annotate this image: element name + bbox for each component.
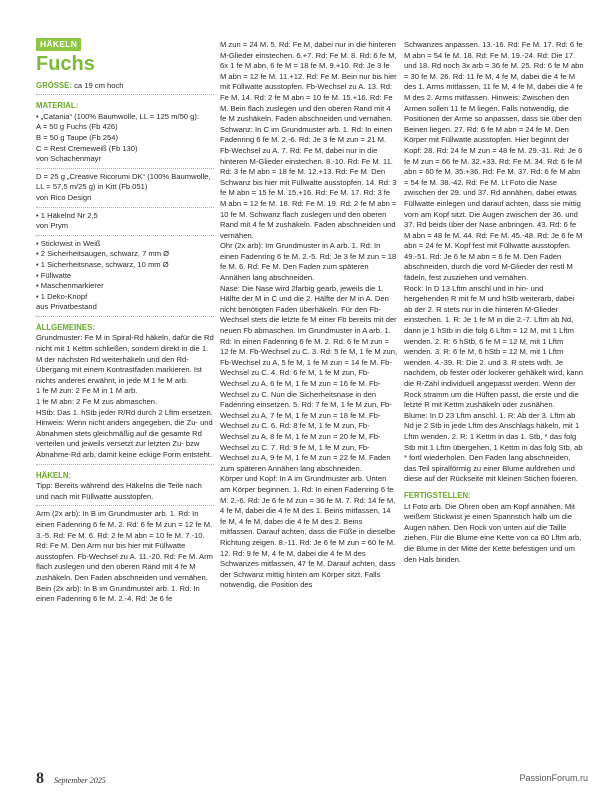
general-heading: ALLGEMEINES: <box>36 322 95 332</box>
divider <box>36 94 214 95</box>
material-b: B = 50 g Taupe (Fb 254) <box>36 132 118 142</box>
divider <box>36 464 214 465</box>
crochet-arm: Arm (2x arb): In B im Grundmuster arb. 1. Rd: In einen Fadenring 6 fe M. 2. Rd: 6 fe M zun = 12 fe M. 3.-5. Rd: Fe M. 6. Rd: 2 fe M abn = 10 fe M. 7.-10. Rd: Fe M. Den Arm nur bis hier mit Füllwatte ausstopfen. Fb-Wechsel zu A. 11.-20. Rd: Fe M. Arm flach zuslegen und den oberen Rand mit 4 fe M zushäkeln. Den Faden abschneiden und vernähen. <box>36 509 213 582</box>
material-from1: von Schachenmayr <box>36 154 102 164</box>
crochet-heading: HÄKELN: <box>36 470 72 480</box>
material-from2: von Rico Design <box>36 192 92 202</box>
ear-instructions: Ohr (2x arb): Im Grundmuster in A arb. 1. Rd: In einen Fadenring 6 fe M. 2.-5. Rd: Je 3 fe M zun = 18 fe M. 6. Rd: Fe M. Den Faden zum späteren Annähen lang abschneiden. <box>220 241 397 283</box>
page-title: Fuchs <box>36 52 95 75</box>
material-hook: • 1 Häkelnd Nr 2,5 <box>36 210 98 220</box>
size-line: GRÖSSE: ca 19 cm hoch <box>36 80 124 90</box>
divider <box>36 316 214 317</box>
tail-instructions: Schwanz: In C im Grundmuster arb. 1. Rd: In einen Fadenring 6 fe M. 2.-6. Rd: Je 3 fe M zun = 21 M. Fb-Wechsel zu A. 7. Rd: Fe M, dabei nur in die hinteren M-Glieder einstechen. 8.-10. Rd: Fe M. 11. Rd: 3 fe M abn = 18 fe M. 12.+13. Rd: Fe M. Den Schwanz bis hier mit Füllwatte ausstopfen. 14. Rd: 3 fe M abn = 15 fe M. 15.+16. Rd: Fe M. 17. Rd: 3 fe M abn = 12 fe M. 18. Rd: Fe M. 19. Rd: 2 fe M abn = 10 fe M. Schwanz flach zuslegen und den oberen Rand mit 4 fe M zushäkeln. Faden abschneiden und vernähen. <box>220 124 397 240</box>
watermark: PassionForum.ru <box>519 773 588 783</box>
material-yarn2: D = 25 g „Creative Ricorumi DK“ (100% Baumwolle, LL = 57,5 m/25 g) in Kitt (Fb 051) <box>36 171 211 192</box>
divider <box>36 235 214 236</box>
material-heading: MATERIAL: <box>36 101 79 111</box>
divider <box>36 207 214 208</box>
material-item: • Füllwatte <box>36 270 72 280</box>
page-number: 8 <box>36 770 44 787</box>
material-from4: aus Privatbestand <box>36 302 97 312</box>
nose-instructions: Nase: Die Nase wird 2farbig gearb, jeweils die 1. Hälfte der M in C und die 2. Hälfte der M in A. Den nicht benötigten Faden überhäkeln. Für den Fb-Wechsel stets die letzte fe M einer Fb bereits mit der neuen Fb abmaschen. Im Grundmuster in A arb. 1. Rd: In einen Fadenring 6 fe M. 2. Rd: 6 fe M zun = 12 fe M. Fb-Wechsel zu C. 3. Rd: 5 fe M, 1 fe M zun, Fb-Wechsel zu A, 5 fe M, 1 fe M zun = 14 fe M. Fb-Wechsel zu C. 4. Rd: 6 fe M, 1 fe M zun, Fb-Wechsel zu A, 6 fe M, 1 fe M zun = 16 fe M. Fb-Wechsel zu C. Nun die Sicherheitsnase in den Fadenring einsetzen. 5. Rd: 7 fe M, 1 fe M zun, Fb-Wechsel zu A, 7 fe M, 1 fe M zun = 18 fe M. Fb-Wechsel zu C. 6. Rd: 8 fe M, 1 fe M zun, Fb-Wechsel zu A, 8 fe M, 1 fe M zun = 20 fe M, Fb-Wechsel zu C. 7. Rd: 9 fe M, 1 fe M zun, Fb-Wechsel zu A, 9 fe M, 1 fe M zun = 22 fe M. Faden zum späteren Annähen lang abschneiden. <box>220 283 398 473</box>
issue-date: September 2025 <box>54 776 106 785</box>
crochet-bein: Bein (2x arb): In B im Grundmuster arb. 1. Rd: In einen Fadenring 6 fe M. 2.-4. Rd: Je 6 fe <box>36 583 200 604</box>
divider <box>36 505 214 506</box>
finishing-heading: FERTIGSTELLEN: <box>404 490 471 500</box>
divider <box>36 168 214 169</box>
material-item: • Stickrwist in Weiß <box>36 238 101 248</box>
general-grund: Grundmuster: Fe M in Spiral-Rd häkeln, dafür die Rd nicht mit 1 Kettm schließen, sondern direkt in die 1. M der nächsten Rd weiterhäkeln und den Rd-Übergang mit einem Kontrastfaden markieren. Ist nichts anderes erwähnt, in jede M 1 fe M arb. <box>36 333 214 385</box>
material-from3: von Prym <box>36 221 69 231</box>
material-c: C = Rest Cremeweiß (Fb 130) <box>36 143 138 153</box>
body-continued: Schwanzes anpassen. 13.-16. Rd: Fe M. 17. Rd: 6 fe M abn = 54 fe M. 18. Rd: Fe M. 19.-24. Rd: Die 17. und 18. Rd noch 3x arb = 36 fe M. 25. Rd: 6 fe M abn = 30 fe M. 26. Rd: 11 fe M, 4 fe M, dabei die 4 fe M des 1. Arms mitfassen, 11 fe M, 4 fe M, dabei die 4 fe M des 2. Arms mitfassen. Hinweis: Zwischen den Armen sollen 11 fe M liegen. Falls notwendig, die Positionen der Arme so anpassen, dass sie über den Beinen liegen. 27. Rd: 6 fe M abn = 24 fe M. Den Körper mit Füllwatte ausstopfen. Hier beginnt der Kopf: 28. Rd: 24 fe M zun = 48 fe M. 29.-31. Rd: Je 6 fe M zun = 66 fe M. 32.+33. Rd: Fe M. 34. Rd: 6 fe M abn = 60 fe M. 35.+36. Rd: Fe M. 37. Rd: 6 fe M abn = 54 fe M. 38.-42. Rd: Fe M. Lt Foto die Nase zwischen der 29. und 37. Rd annähen, dabei etwas Füllwatte einlegen und darauf achten, dass sie mittig vorn am Kopf sitzt. Die Augen zwischen der 36. und 37. Rd beids über der Nase anbringen. 43. Rd: 6 fe M abn = 48 fe M. 44. Rd: Fe M. 45.-48. Rd: Je 6 fe M abn = 24 fe M. Kopf fest mit Füllwatte ausstopfen. 49.-51. Rd: Je 6 fe M abn = 6 fe M. Den Faden abschneiden, durch die vord M-Glieder der restl M fädeln, fest zusziehen und vernähen. <box>404 40 584 283</box>
column-3 <box>404 40 584 565</box>
column-2 <box>220 40 398 591</box>
material-yarn1: • „Catania“ (100% Baumwolle, LL = 125 m/50 g): <box>36 111 199 121</box>
material-item: • 2 Sicherheitsaugen, schwarz, 7 mm Ø <box>36 249 170 259</box>
general-abn: 1 fe M abn: 2 Fe M zus abmaschen. <box>36 397 158 407</box>
material-item: • 1 Sicherheitsnase, schwarz, 10 mm Ø <box>36 259 169 269</box>
general-hinweis: Hinweis: Wenn nicht anders angegeben, die Zu- und Abnahmen stets gleichmäßig auf die gesamte Rd verteilen und jeweils versetzt zur letzten Zu- bzw Abnahme-Rd arb, damit keine eckige Form entsteht. <box>36 418 213 459</box>
body-head-instructions: Körper und Kopf: In A im Grundmuster arb. Unten am Körper beginnen. 1. Rd: In einen Fadenring 6 fe M. 2.-6. Rd: Je 6 fe M zun = 36 fe M. 7. Rd: 14 fe M, 4 fe M, dabei die 4 fe M des 1. Beins mitfassen, 14 fe M, 4 fe M, dabei die 4 fe M des 2. Beins mitfassen. Darauf achten, dass die Füße in dieselbe Richtung zeigen. 8.-11. Rd: Je 6 fe M zun = 60 fe M. 12. Rd: 9 fe M, 4 fe M, dabei die 4 fe M des Schwanzes mitfassen, 47 fe M. Darauf achten, dass der Schwanz mittig hinten am Körper sitzt. Falls notwendig, die Position des <box>220 474 396 590</box>
finishing-instructions: Lt Foto arb. Die Ohren oben am Kopf annähen. Mit weißem Stickwist je einen Spannstich halb um die Augen nähen. Den Rock von unten auf die Taille ziehen. Für die Blume eine Kette von ca 80 Lftm arb, die Blume in der Mitte der Kette befestigen und um den Hals binden. <box>404 501 582 564</box>
general-zun: 1 fe M zun: 2 Fe M in 1 M arb. <box>36 386 138 396</box>
flower-instructions: Blume: In D 23 Lftm anschl. 1. R: Ab der 3. Lftm ab Nd je 2 Stb in jede Lftm des Anschlags häkeln, mit 1 Lftm wenden. 2. R: 1 Kettm in das 1. Stb, * das folg Stb mit 1 Lftm übergehen, 1 Kettm in das folg Stb, ab * fortl wiederholen. Den Faden lang abschneiden, das Teil spiralförmig zu einer Blume aufdrehen und diese auf der Rückseite mit kleinen Stichen fixieren. <box>404 410 583 484</box>
material-a: A = 50 g Fuchs (Fb 426) <box>36 122 118 132</box>
material-item: • Maschenmarkierer <box>36 281 104 291</box>
material-item: • 1 Deko-Knopf <box>36 291 88 301</box>
skirt-instructions: Rock: In D 13 Lftm anschl und in hin- und hergehenden R mit fe M und hStb weiterarb, dabei ab der 2. R stets nur in die hinteren M-Glieder einstechen. 1. R: Je 1 fe M in die 2.-7. Lftm ab Nd, dann je 1 hStb in die folg 6 Lftm = 12 M, mit 1 Lftm wenden. 2. R: 6 hStb, 6 fe M = 12 M, mit 1 Lftm wenden. 3. R: 6 fe M, 6 hStb = 12 M, mit 1 Lftm wenden. 4.-39. R: Die 2. und 3. R stets wdh. Je nachdem, ob fester oder lockerer gehäkelt wird, kann die R-Zahl individuell angepasst werden. Wenn der Rock stramm um die Hüften passt, die erste und die letzte R mit Kettm zushäkeln oder zusnähen. <box>404 283 583 410</box>
column-1 <box>36 38 214 605</box>
general-hstb: HStb: Das 1. hStb jeder R/Rd durch 2 Lftm ersetzen. <box>36 407 213 417</box>
category-tag: HÄKELN <box>36 38 81 51</box>
crochet-tipp: Tipp: Bereits während des Häkelns die Teile nach und nach mit Füllwatte ausstopfen. <box>36 481 202 501</box>
leg-continued: M zun = 24 M. 5. Rd: Fe M, dabei nur in die hinteren M-Glieder einstechen. 6.+7. Rd: Fe M. 8. Rd: 6 fe M, 6x 1 fe M abn, 6 fe M = 18 fe M. 9.+10. Rd: Je 3 fe M abn = 12 fe M. 11.+12. Rd: Fe M. Bein nur bis hier mit Füllwatte ausstopfen. Fb-Wechsel zu A. 13. Rd: Fe M. 14. Rd: 2 fe M abn = 10 fe M. 15.+16. Rd: Fe M. Bein flach zuslegen und den oberen Rand mit 4 fe M zushäkeln. Faden abschneiden und vernähen. <box>220 40 397 124</box>
